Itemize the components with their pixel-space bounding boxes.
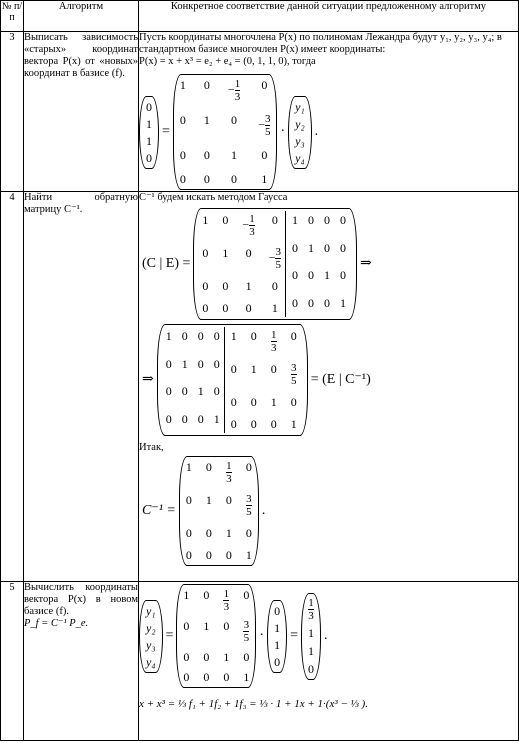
- row4-text1: C⁻¹ будем искать методом Гаусса: [139, 192, 288, 203]
- vector-f: $\frac{1}{3}$ 1 1 0: [301, 593, 321, 680]
- row-content: [139, 32, 519, 192]
- row-content: [139, 192, 519, 582]
- row5-formula: P_f = C⁻¹ P_e.: [24, 618, 89, 629]
- gauss-step-1: (C | E) = 1 0 − $\frac{1}{3}$ 0 0 1 0 − $\frac{3}{5}$ 0 0 1 0 0 0 0 1 1 0 0 0 0 1 0 0 0 0 1 0 0 0 0 1 ⇒: [139, 208, 518, 320]
- header-content: Конкретное соответствие данной ситуации предложенному алгоритму: [139, 1, 519, 32]
- row5-final: x + x³ = ⅓ f₁ + 1f₂ + 1f₃ = ⅓ · 1 + 1x + 1·(x³ − ⅓ ).: [139, 698, 368, 710]
- row3-equation: 0 1 1 0 = 1 0 − $\frac{1}{3}$ 0 0 1 0 − $\frac{3}{5}$ 0 0 1 0 0 0 0 1 · y₁ y₂ y₃ y₄ .: [139, 74, 518, 190]
- matrix-c-inverse: 1 0 $\frac{1}{3}$ 0 0 1 0 $\frac{3}{5}$ 0 0 1 0 0 0 0 1: [176, 584, 256, 688]
- matrix-c-inverse: 1 0 $\frac{1}{3}$ 0 0 1 0 $\frac{3}{5}$ 0 0 1 0 0 0 0 1: [179, 456, 259, 566]
- row5-equation: y₁ y₂ y₃ y₄ = 1 0 $\frac{1}{3}$ 0 0 1 0 $\frac{3}{5}$ 0 0 1 0 0 0 0 1 · 0 1 1 0 = $\frac{1}{3}$ 1 1 0 .: [139, 584, 518, 688]
- vector-e: 0 1 1 0: [267, 600, 287, 673]
- matrix-c: 1 0 − $\frac{1}{3}$ 0 0 1 0 − $\frac{3}{5}$ 0 0 1 0 0 0 0 1: [173, 74, 278, 190]
- row-number: 4: [1, 192, 24, 582]
- vector-e: 0 1 1 0: [139, 96, 159, 169]
- vector-y: y₁ y₂ y₃ y₄: [139, 600, 163, 673]
- table-row: [1, 582, 519, 741]
- row-content: [139, 582, 519, 741]
- vector-y: y₁ y₂ y₃ y₄: [288, 96, 312, 169]
- table-header-row: [1, 1, 519, 32]
- header-number: № п/п: [1, 1, 24, 32]
- augmented-matrix: 1 0 − $\frac{1}{3}$ 0 0 1 0 − $\frac{3}{5}$ 0 0 1 0 0 0 0 1 1 0 0 0 0 1 0 0 0 0 1 0 0 0 0 1: [193, 208, 357, 320]
- row-algorithm: Найти обратную матрицу C⁻¹.: [24, 192, 139, 582]
- header-algorithm: Алгоритм: [24, 1, 139, 32]
- itak-label: Итак,: [139, 442, 164, 453]
- row-algorithm: Выписать зависимость «старых» координат вектора P(x) от «новых» координат в базисе (f).: [24, 32, 139, 192]
- inverse-result: C⁻¹ = 1 0 $\frac{1}{3}$ 0 0 1 0 $\frac{3}{5}$ 0 0 1 0 0 0 0 1 .: [139, 456, 518, 566]
- table-row: [1, 192, 519, 582]
- augmented-matrix-result: 1 0 0 0 0 1 0 0 0 0 1 0 0 0 0 1 1 0 $\frac{1}{3}$ 0 0 1 0 $\frac{3}{5}$ 0 0 1 0 0 0 0 1: [157, 324, 308, 436]
- row-algorithm: Вычислить координаты вектора P(x) в новом базисе (f). P_f = C⁻¹ P_e.: [24, 582, 139, 741]
- row-number: 3: [1, 32, 24, 192]
- row3-text1: Пусть координаты многочлена P(x) по полиномам Лежандра будут y₁, y₂, y₃, y₄; в стандартном базисе многочлен P(x) имеет координаты:: [139, 32, 502, 55]
- gauss-step-2: ⇒ 1 0 0 0 0 1 0 0 0 0 1 0 0 0 0 1 1 0 $\frac{1}{3}$ 0 0 1 0 $\frac{3}{5}$ 0 0 1 0 0 0 0 1 = (E | C⁻¹): [139, 324, 518, 436]
- row-number: 5: [1, 582, 24, 741]
- row3-text2: P(x) = x + x³ = e₂ + e₄ = (0, 1, 1, 0), тогда: [139, 56, 316, 67]
- table-row: [1, 32, 519, 192]
